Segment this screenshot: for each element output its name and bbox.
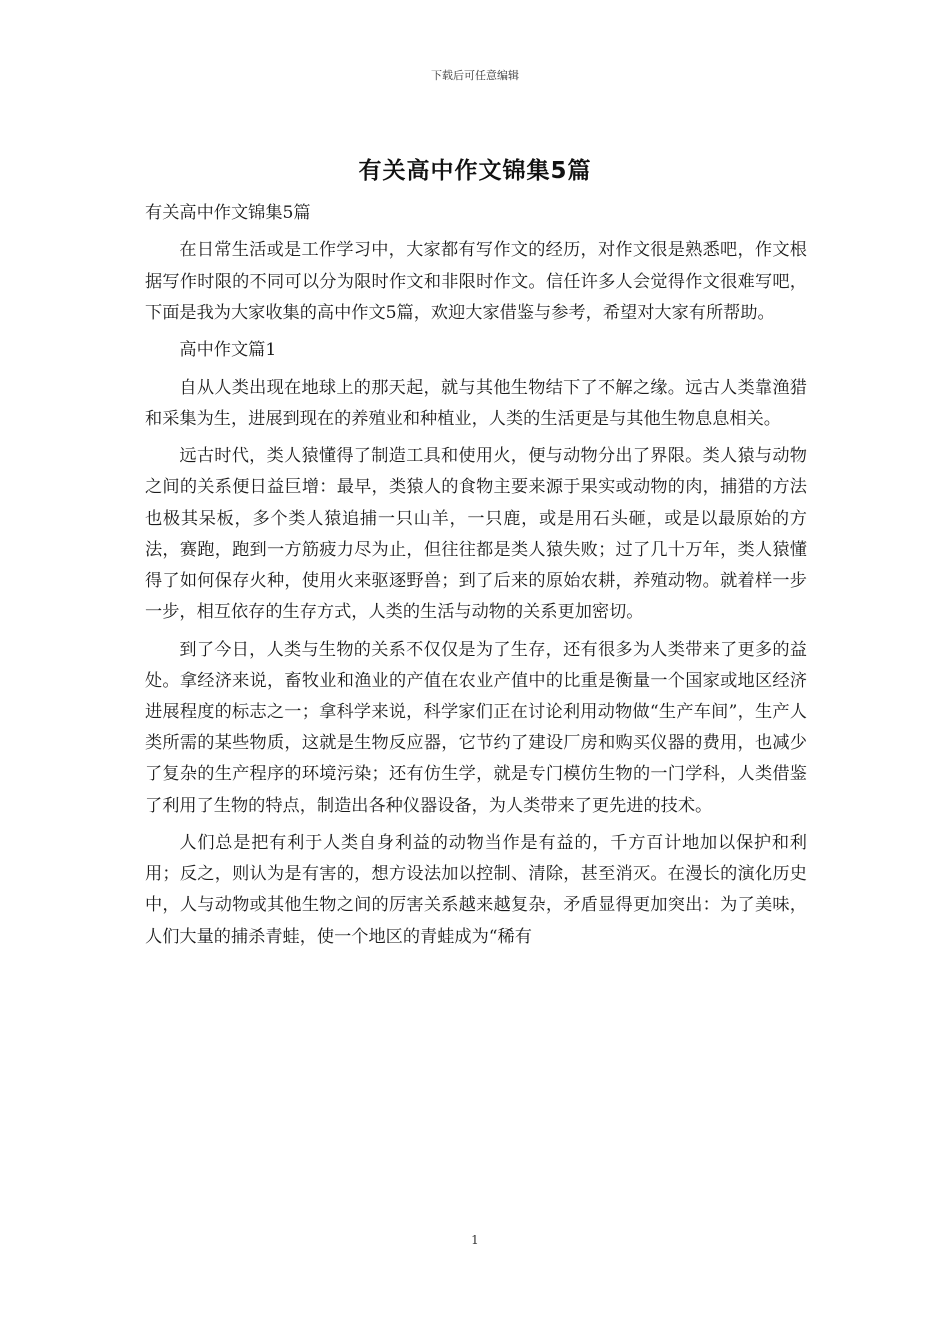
- page-number: 1: [471, 1233, 479, 1247]
- paragraph: 自从人类出现在地球上的那天起，就与其他生物结下了不解之缘。远古人类靠渔猎和采集为生，进展到现在的养殖业和种植业，人类的生活更是与其他生物息息相关。: [145, 377, 807, 429]
- paragraph: 人们总是把有利于人类自身利益的动物当作是有益的，千方百计地加以保护和利用；反之，则认为是有害的，想方设法加以控制、清除，甚至消灭。在漫长的演化历史中，人与动物或其他生物之间的厉害关系越来越复杂，矛盾显得更加突出：为了美味，人们大量的捕杀青蛙，使一个地区的青蛙成为“稀有: [145, 832, 807, 947]
- section-heading: 高中作文篇1: [179, 340, 277, 361]
- document-title: 有关高中作文锦集5篇: [358, 158, 592, 184]
- paragraph: 远古时代，类人猿懂得了制造工具和使用火，便与动物分出了界限。类人猿与动物之间的关系便日益巨增：最早，类猿人的食物主要来源于果实或动物的肉，捕猎的方法也极其呆板，多个类人猿追捕一只山羊，一只鹿，或是用石头砸，或是以最原始的方法，赛跑，跑到一方筋疲力尽为止，但往往都是类人猿失败；过了几十万年，类人猿懂得了如何保存火种，使用火来驱逐野兽；到了后来的原始农耕，养殖动物。就着样一步一步，相互依存的生存方式，人类的生活与动物的关系更加密切。: [145, 446, 807, 623]
- document-body: [145, 198, 807, 959]
- paragraph: 到了今日，人类与生物的关系不仅仅是为了生存，还有很多为人类带来了更多的益处。拿经济来说，畜牧业和渔业的产值在农业产值中的比重是衡量一个国家或地区经济进展程度的标志之一；拿科学来说，科学家们正在讨论利用动物做“生产车间”，生产人类所需的某些物质，这就是生物反应器，它节约了建设厂房和购买仪器的费用，也减少了复杂的生产程序的环境污染；还有仿生学，就是专门模仿生物的一门学科，人类借鉴了利用了生物的特点，制造出各种仪器设备，为人类带来了更先进的技术。: [145, 639, 807, 816]
- paragraph-intro: 在日常生活或是工作学习中，大家都有写作文的经历，对作文很是熟悉吧，作文根据写作时限的不同可以分为限时作文和非限时作文。信任许多人会觉得作文很难写吧，下面是我为大家收集的高中作文5篇，欢迎大家借鉴与参考，希望对大家有所帮助。: [145, 240, 807, 323]
- subtitle-line: 有关高中作文锦集5篇: [145, 203, 311, 223]
- header-note: 下载后可任意编辑: [431, 69, 519, 82]
